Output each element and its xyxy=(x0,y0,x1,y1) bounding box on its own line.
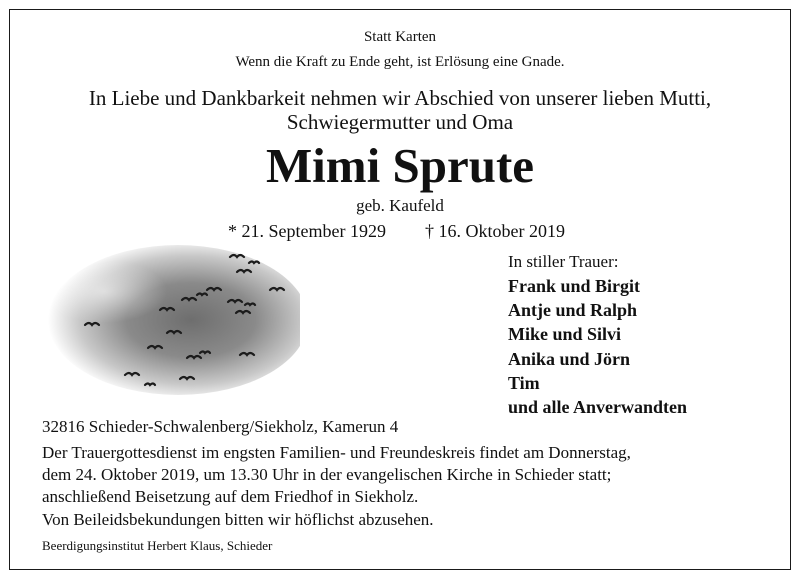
mourner-name: Antje und Ralph xyxy=(508,300,638,321)
mourners-heading: In stiller Trauer: xyxy=(508,252,619,271)
service-line-1: Der Trauergottesdienst im engsten Familien- und Freundeskreis findet am Donnerstag, xyxy=(42,443,631,462)
flying-birds-image xyxy=(40,245,300,395)
mourner-name: und alle Anverwandten xyxy=(508,397,688,418)
mourner-name: Anika und Jörn xyxy=(508,348,631,369)
undertaker-credit: Beerdigungsinstitut Herbert Klaus, Schieder xyxy=(42,538,273,553)
birth-date: * 21. September 1929 xyxy=(228,221,386,241)
mourner-name: Mike und Silvi xyxy=(508,324,622,345)
service-line-3: anschließend Beisetzung auf dem Friedhof in Siekholz. xyxy=(42,487,419,506)
mourner-name: Frank und Birgit xyxy=(508,276,641,296)
lead-line-2: Schwiegermutter und Oma xyxy=(286,110,514,134)
statt-karten-text: Statt Karten xyxy=(363,29,437,45)
lead-line-1: In Liebe und Dankbarkeit nehmen wir Abschied von unserer lieben Mutti, xyxy=(88,86,712,110)
mourners-block xyxy=(508,252,788,419)
mourner-name: Tim xyxy=(508,372,540,393)
address-line: 32816 Schieder-Schwalenberg/Siekholz, Kamerun 4 xyxy=(42,417,399,436)
service-line-2: dem 24. Oktober 2019, um 13.30 Uhr in der evangelischen Kirche in Schieder statt; xyxy=(42,465,612,484)
death-date: † 16. Oktober 2019 xyxy=(425,221,565,241)
condolence-note: Von Beileidsbekundungen bitten wir höflichst abzusehen. xyxy=(42,510,434,529)
deceased-name: Mimi Sprute xyxy=(265,138,535,193)
quote-text: Wenn die Kraft zu Ende geht, ist Erlösung eine Gnade. xyxy=(235,54,565,70)
birth-name: geb. Kaufeld xyxy=(356,196,444,215)
